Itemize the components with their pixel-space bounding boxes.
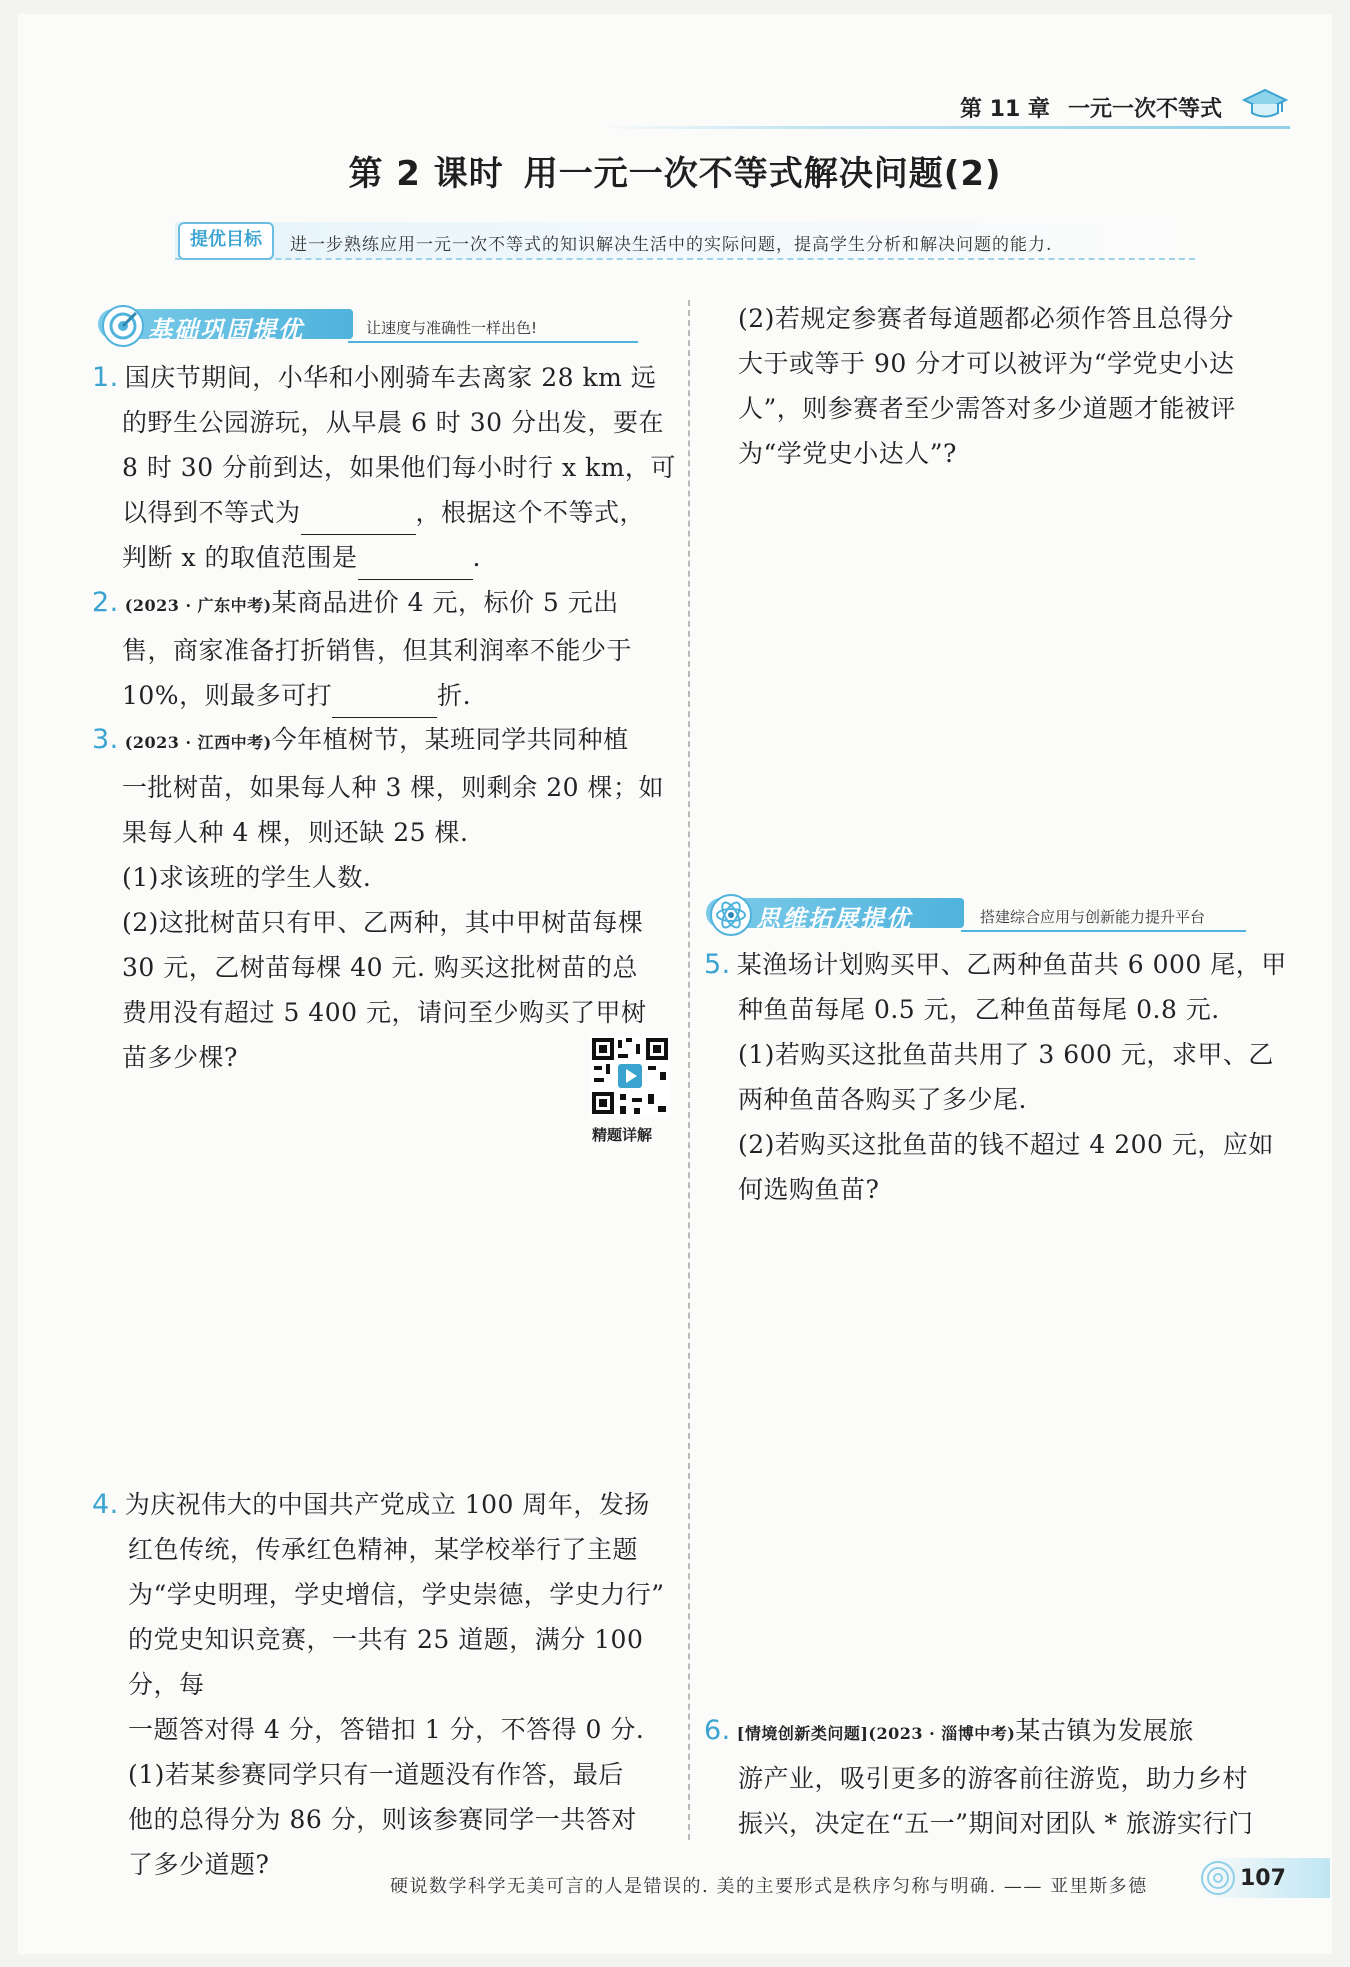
q2-source: (2023 · 广东中考) (124, 596, 272, 615)
question-4-continued (738, 296, 1298, 476)
lesson-number: 第 2 课时 (348, 154, 504, 194)
q2-line-1: 某商品进价 4 元，标价 5 元出 (271, 588, 619, 617)
q3-line-2: 一批树苗，如果每人种 3 棵，则剩余 20 棵；如 (122, 773, 665, 802)
q3-line-5: (2)这批树苗只有甲、乙两种，其中甲树苗每棵 (122, 908, 644, 937)
atom-icon (710, 894, 752, 936)
question-2 (92, 580, 682, 718)
graduation-cap-icon (1242, 86, 1288, 122)
q4-right-line-3: 人”，则参赛者至少需答对多少道题才能被评 (738, 394, 1236, 423)
question-1 (92, 355, 682, 580)
q5-line-5: (2)若购买这批鱼苗的钱不超过 4 200 元，应如 (738, 1130, 1274, 1159)
q1-line-3: 8 时 30 分前到达，如果他们每小时行 x km，可 (122, 453, 676, 482)
question-4-number: 4. (92, 1489, 119, 1520)
footer-quote: 硬说数学科学无美可言的人是错误的. 美的主要形式是秩序匀称与明确. —— 亚里斯多德 (390, 1876, 1148, 1897)
q6-tag: [情境创新类问题] (736, 1724, 869, 1743)
q1-line-5a: 判断 x 的取值范围是 (122, 543, 358, 572)
q4-line-3: 为“学史明理，学史增信，学史崇德，学史力行” (128, 1580, 665, 1609)
goal-tag: 提优目标 (178, 222, 274, 260)
swirl-icon (1198, 1858, 1240, 1898)
lesson-title (0, 146, 1350, 195)
question-4 (92, 1482, 682, 1887)
answer-blank-3[interactable] (332, 689, 437, 718)
q3-line-3: 果每人种 4 棵，则还缺 25 棵. (122, 818, 469, 847)
question-1-number: 1. (92, 362, 119, 393)
q4-right-line-1: (2)若规定参赛者每道题都必须作答且总得分 (738, 304, 1234, 333)
q3-line-4: (1)求该班的学生人数. (122, 863, 372, 892)
q3-line-1: 今年植树节，某班同学共同种植 (271, 725, 629, 754)
lesson-topic: 用一元一次不等式解决问题(2) (523, 154, 1002, 194)
q1-line-4b: ，根据这个不等式， (415, 498, 646, 527)
chapter-number: 第 11 章 (960, 97, 1050, 122)
qr-label: 精题详解 (592, 1126, 653, 1144)
q5-line-2: 种鱼苗每尾 0.5 元，乙种鱼苗每尾 0.8 元. (738, 995, 1220, 1024)
q4-line-6: (1)若某参赛同学只有一道题没有作答，最后 (128, 1760, 624, 1789)
question-5 (704, 942, 1304, 1212)
q4-right-line-4: 为“学党史小达人”? (738, 439, 957, 468)
section-basic-banner (98, 305, 658, 343)
q3-source: (2023 · 江西中考) (124, 733, 272, 752)
q6-line-2: 游产业，吸引更多的游客前往游览，助力乡村 (738, 1764, 1249, 1793)
q6-source: (2023 · 淄博中考) (868, 1724, 1016, 1743)
question-5-number: 5. (704, 949, 731, 980)
section-extension-subtitle: 搭建综合应用与创新能力提升平台 (980, 908, 1206, 926)
q5-line-3: (1)若购买这批鱼苗共用了 3 600 元，求甲、乙 (738, 1040, 1274, 1069)
q4-line-2: 红色传统，传承红色精神，某学校举行了主题 (128, 1535, 639, 1564)
q3-line-8: 苗多少棵? (122, 1043, 238, 1072)
question-3 (92, 717, 682, 1080)
q1-line-4a: 以得到不等式为 (122, 498, 301, 527)
qr-code-icon[interactable] (590, 1036, 670, 1116)
q1-line-5b: . (472, 543, 481, 572)
q4-line-4: 的党史知识竞赛，一共有 25 道题，满分 100 分，每 (128, 1625, 644, 1699)
question-2-number: 2. (92, 587, 119, 618)
chapter-label (960, 92, 1222, 123)
target-icon (102, 305, 144, 347)
section-basic-title: 基础巩固提优 (148, 316, 304, 344)
q2-line-2: 售，商家准备打折销售，但其利润率不能少于 (122, 636, 633, 665)
page-number: 107 (1240, 1866, 1286, 1891)
q6-line-3: 振兴，决定在“五一”期间对团队 * 旅游实行门 (738, 1809, 1254, 1838)
header-rule (600, 126, 1290, 129)
q4-right-line-2: 大于或等于 90 分才可以被评为“学党史小达 (738, 349, 1235, 378)
q5-line-4: 两种鱼苗各购买了多少尾. (738, 1085, 1027, 1114)
q2-line-3a: 10%，则最多可打 (122, 681, 333, 710)
q6-line-1: 某古镇为发展旅 (1015, 1716, 1194, 1745)
q4-line-5: 一题答对得 4 分，答错扣 1 分，不答得 0 分. (128, 1715, 645, 1744)
section-extension-title: 思维拓展提优 (756, 905, 912, 933)
section-basic-subtitle: 让速度与准确性一样出色! (366, 319, 538, 337)
chapter-title: 一元一次不等式 (1067, 97, 1222, 122)
section-extension-banner (706, 894, 1266, 932)
question-6 (704, 1708, 1304, 1846)
q3-line-6: 30 元，乙树苗每棵 40 元. 购买这批树苗的总 (122, 953, 638, 982)
q5-line-1: 某渔场计划购买甲、乙两种鱼苗共 6 000 尾，甲 (736, 950, 1287, 979)
answer-blank-1[interactable] (301, 506, 416, 535)
column-divider (688, 300, 690, 1840)
answer-blank-2[interactable] (358, 551, 473, 580)
q5-line-6: 何选购鱼苗? (738, 1175, 880, 1204)
goal-text: 进一步熟练应用一元一次不等式的知识解决生活中的实际问题，提高学生分析和解决问题的能力. (290, 235, 1053, 255)
q1-line-2: 的野生公园游玩，从早晨 6 时 30 分出发，要在 (122, 408, 665, 437)
q2-line-3b: 折. (437, 681, 472, 710)
q4-line-8: 了多少道题? (128, 1850, 270, 1879)
q3-line-7: 费用没有超过 5 400 元，请问至少购买了甲树 (122, 998, 647, 1027)
q4-line-7: 他的总得分为 86 分，则该参赛同学一共答对 (128, 1805, 637, 1834)
q1-line-1: 国庆节期间，小华和小刚骑车去离家 28 km 远 (124, 363, 657, 392)
q4-line-1: 为庆祝伟大的中国共产党成立 100 周年，发扬 (124, 1490, 650, 1519)
question-3-number: 3. (92, 724, 119, 755)
question-6-number: 6. (704, 1715, 731, 1746)
